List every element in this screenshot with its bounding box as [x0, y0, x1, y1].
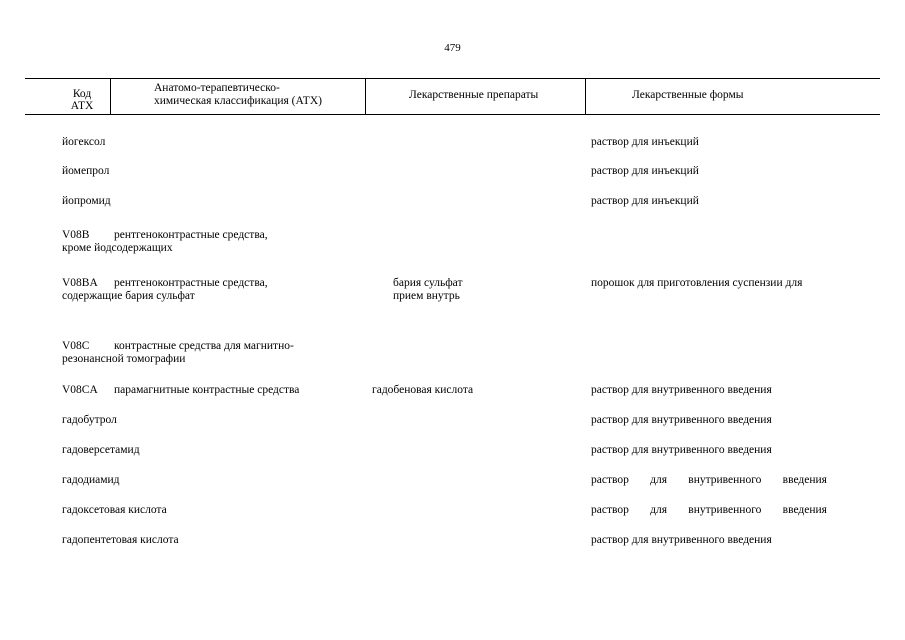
atc-description: контрастные средства для магнитно-	[114, 340, 294, 352]
column-divider	[110, 78, 111, 114]
atc-code: V08BA	[62, 277, 98, 289]
atc-code: V08CA	[62, 384, 98, 396]
atc-description: рентгеноконтрастные средства,	[114, 229, 268, 241]
drug-name: йопромид	[62, 195, 111, 207]
table-top-rule	[25, 78, 880, 79]
table-header-bottom-rule	[25, 114, 880, 115]
dosage-form: раствор для внутривенного введения	[591, 444, 772, 456]
header-drugs: Лекарственные препараты	[409, 89, 539, 101]
dosage-form: порошок для приготовления суспензии для	[591, 277, 803, 289]
drug-name: гадоверсетамид	[62, 444, 140, 456]
atc-group-row	[62, 277, 268, 303]
drug-note: прием внутрь	[393, 290, 460, 302]
dosage-form: раствор для внутривенного введения	[591, 384, 772, 396]
drug-name: гадопентетовая кислота	[62, 534, 179, 546]
header-code: Код АТХ	[70, 88, 94, 112]
atc-code: V08C	[62, 340, 90, 352]
header-atc-classification: Анатомо-терапевтическо- химическая классификация (АТХ)	[154, 82, 322, 107]
atc-description-continued: кроме йодсодержащих	[62, 242, 173, 254]
atc-description: рентгеноконтрастные средства,	[114, 277, 268, 289]
atc-code: V08B	[62, 229, 90, 241]
dosage-form: раствор для внутривенного введения	[591, 534, 772, 546]
dosage-form: раствор для инъекций	[591, 136, 699, 148]
atc-group-row	[62, 340, 294, 366]
column-divider	[365, 78, 366, 114]
dosage-form: раствор для внутривенного введения	[591, 474, 827, 486]
drug-name: гадоксетовая кислота	[62, 504, 167, 516]
drug-name: гадобеновая кислота	[372, 384, 474, 396]
drug-name: бария сульфат	[393, 277, 463, 289]
drug-name: йогексол	[62, 136, 106, 148]
atc-description-continued: содержащие бария сульфат	[62, 290, 195, 302]
drug-name: гадодиамид	[62, 474, 120, 486]
dosage-form: раствор для инъекций	[591, 165, 699, 177]
drug-cell	[393, 277, 463, 303]
drug-name: йомепрол	[62, 165, 110, 177]
dosage-form: раствор для внутривенного введения	[591, 504, 827, 516]
header-forms: Лекарственные формы	[632, 89, 744, 101]
page-number: 479	[444, 42, 461, 54]
dosage-form: раствор для инъекций	[591, 195, 699, 207]
atc-description: парамагнитные контрастные средства	[114, 384, 300, 396]
drug-name: гадобутрол	[62, 414, 117, 426]
atc-group-row	[62, 384, 299, 397]
column-divider	[585, 78, 586, 114]
atc-description-continued: резонансной томографии	[62, 353, 186, 365]
dosage-form: раствор для внутривенного введения	[591, 414, 772, 426]
atc-group-row	[62, 229, 268, 255]
